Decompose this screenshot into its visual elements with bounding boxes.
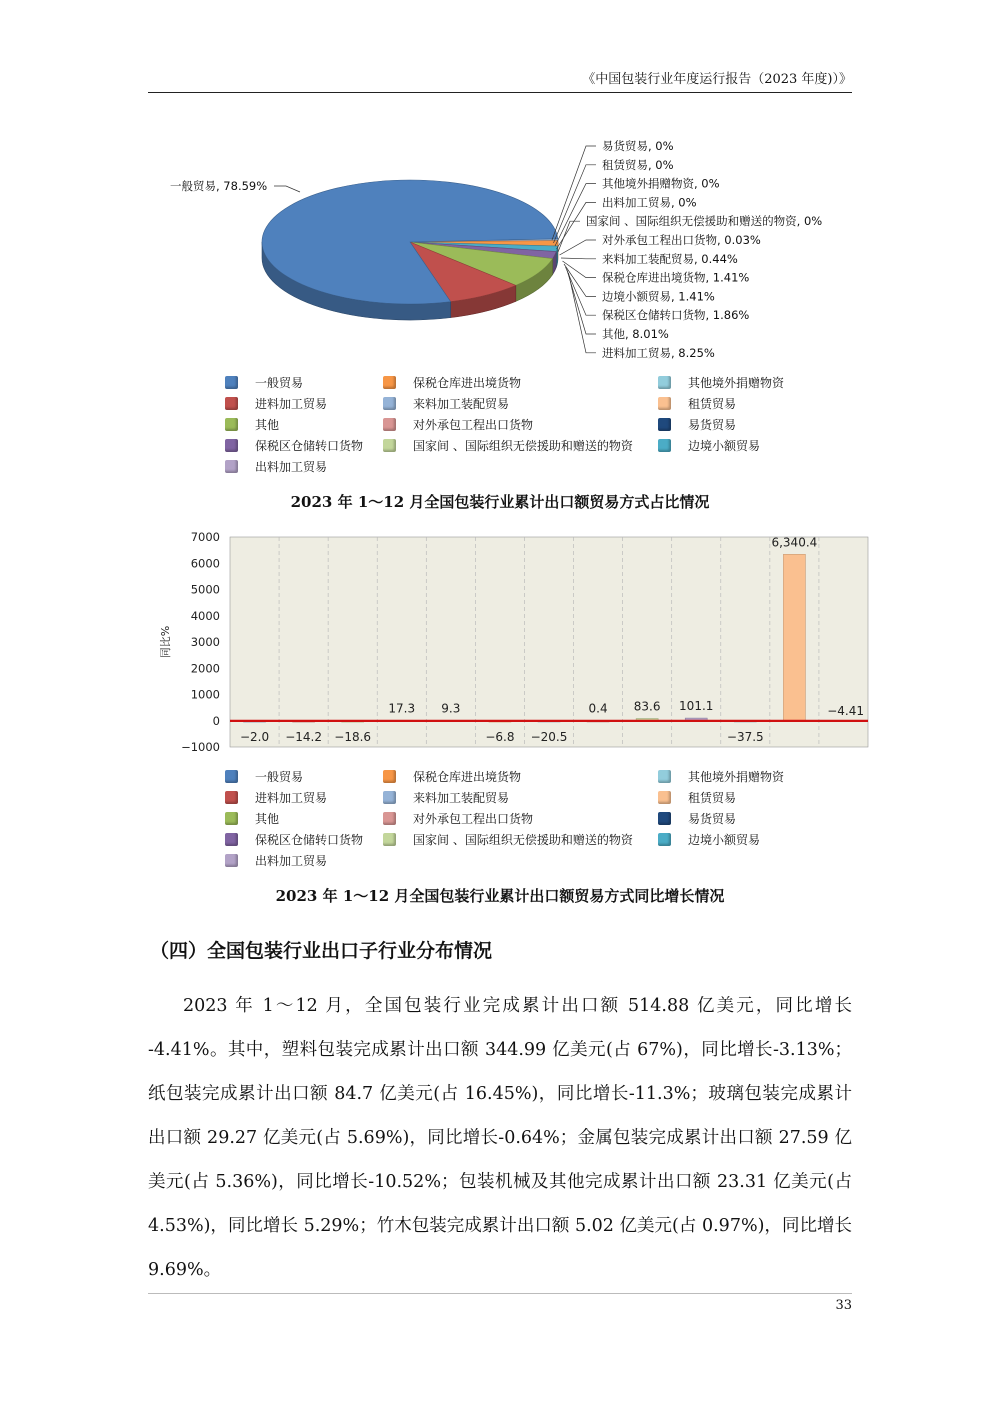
pie-chart [150,132,854,368]
bar-chart-title [148,885,852,906]
pie-slice-label: 边境小额贸易, 1.41% [602,289,715,304]
legend-label: 保税区仓储转口货物 [255,833,364,847]
bar-reference-label: −4.41 [827,703,864,718]
pie-slice-label: 保税区仓储转口货物, 1.86% [602,308,750,323]
legend-label: 进料加工贸易 [255,791,328,805]
legend-swatch [225,791,238,804]
legend-swatch [658,812,671,825]
bar-data-label: 6,340.4 [771,535,818,550]
legend-label: 其他 [255,812,280,826]
pie-slice-label: 国家间 、国际组织无偿援助和赠送的物资, 0% [586,214,823,229]
legend-swatch [658,397,671,410]
legend-label: 其他境外捐赠物资 [688,376,785,390]
page-number: 33 [835,1298,852,1313]
running-title: 《中国包装行业年度运行报告（2023 年度)）》 [582,72,852,87]
legend-swatch [383,418,396,431]
bar-y-tick-label: 0 [212,713,220,728]
legend-swatch [225,833,238,846]
legend-label: 出料加工贸易 [255,460,328,474]
legend-label: 对外承包工程出口货物 [413,418,534,432]
legend-swatch [225,397,238,410]
legend-swatch [383,833,396,846]
legend-label: 对外承包工程出口货物 [413,812,534,826]
pie-slice-label: 租赁贸易, 0% [602,157,674,172]
bar-data-label: −6.8 [485,729,515,744]
legend-label: 其他 [255,418,280,432]
bar-data-label: −2.0 [239,729,270,744]
legend-label: 来料加工装配贸易 [413,791,510,805]
legend-label: 租赁贸易 [688,397,737,411]
bar-chart-title-text: 2023 年 1～12 月全国包装行业累计出口额贸易方式同比增长情况 [275,887,725,905]
legend-swatch [383,397,396,410]
bar-data-label: −20.5 [530,729,568,744]
bar-legend [225,768,845,874]
pie-leader-line [558,221,580,252]
legend-label: 出料加工贸易 [255,854,328,868]
bar-y-tick-label: 4000 [190,608,220,623]
legend-label: 一般贸易 [255,770,304,784]
legend-swatch [225,460,238,473]
bar-data-label: 17.3 [388,701,416,716]
legend-label: 保税仓库进出境货物 [413,376,522,390]
bar-y-tick-label: 1000 [190,687,220,702]
bar-data-label: 9.3 [441,701,461,716]
bar-plot-area [230,537,868,747]
pie-leader-line [569,273,597,353]
pie-slice-label: 出料加工贸易, 0% [602,195,697,210]
legend-swatch [658,833,671,846]
legend-label: 易货贸易 [688,418,737,432]
legend-swatch [225,854,238,867]
legend-label: 租赁贸易 [688,791,737,805]
pie-leader-line [560,240,597,255]
legend-swatch [225,812,238,825]
bar-y-tick-label: 2000 [190,661,220,676]
legend-swatch [383,812,396,825]
bar [783,554,805,720]
legend-swatch [658,418,671,431]
bar-y-tick-label: −1000 [181,740,220,754]
pie-leader-line [274,186,300,192]
bar-y-tick-label: 6000 [190,556,220,571]
pie-leader-line [567,270,596,334]
pie-leader-line [564,264,596,296]
legend-swatch [658,376,671,389]
bar-y-tick-label: 5000 [190,582,220,597]
legend-swatch [225,376,238,389]
legend-swatch [225,418,238,431]
pie-chart-title-text: 2023 年 1～12 月全国包装行业累计出口额贸易方式占比情况 [290,493,710,511]
pie-slice-label: 一般贸易, 78.59% [170,179,268,193]
legend-swatch [225,439,238,452]
bar-data-label: 101.1 [679,699,714,714]
bar-data-label: 0.4 [588,701,608,716]
legend-swatch [383,770,396,783]
legend-label: 边境小额贸易 [688,439,761,453]
pie-chart-title [148,491,852,512]
pie-slice-label: 易货贸易, 0% [602,139,674,153]
bar-data-label: 83.6 [633,699,661,714]
legend-label: 国家间 、国际组织无偿援助和赠送的物资 [413,439,633,453]
pie-legend [225,374,845,480]
legend-label: 保税区仓储转口货物 [255,439,364,453]
legend-swatch [658,791,671,804]
bar-chart [150,527,874,761]
pie-slice-label: 来料加工装配贸易, 0.44% [602,251,738,266]
legend-swatch [383,791,396,804]
bar-data-label: −18.6 [334,729,372,744]
legend-label: 边境小额贸易 [688,833,761,847]
legend-label: 易货贸易 [688,812,737,826]
bar-data-label: −14.2 [285,729,323,744]
pie-slice-label: 其他, 8.01% [602,327,669,341]
pie-slice-label: 对外承包工程出口货物, 0.03% [602,233,761,247]
body-paragraph: 2023 年 1～12 月，全国包装行业完成累计出口额 514.88 亿美元，同比增长 -4.41%。其中，塑料包装完成累计出口额 344.99 亿美元(占 67%)，同比增长-3.13%；纸包装完成累计出口额 84.7 亿美元(占 16.45%)，同比增长-11.3%；玻璃包装完成累计出口额 29.27 亿美元(占 5.69%)，同比增长-0.64%；金属包装完成累计出口额 27.59 亿美元(占 5.36%)，同比增长-10.52%；包装机械及其他完成累计出口额 23.31 亿美元(占 4.53%)，同比增长 5.29%；竹木包装完成累计出口额 5.02 亿美元(占 0.97%)，同比增长 9.69%。 [148,996,852,1280]
legend-swatch [658,770,671,783]
legend-swatch [383,439,396,452]
section-heading: （四）全国包装行业出口子行业分布情况 [150,940,493,962]
pie-slice-label: 进料加工贸易, 8.25% [602,345,715,360]
legend-label: 国家间 、国际组织无偿援助和赠送的物资 [413,833,633,847]
pie-slice-label: 保税仓库进出境货物, 1.41% [602,270,750,285]
bar-y-tick-label: 7000 [190,530,220,544]
pie-slice-label: 其他境外捐赠物资, 0% [602,176,720,191]
pie-leader-line [561,258,596,259]
legend-label: 其他境外捐赠物资 [688,770,785,784]
footer-divider [148,1293,852,1294]
legend-label: 来料加工装配贸易 [413,397,510,411]
legend-label: 进料加工贸易 [255,397,328,411]
legend-swatch [225,770,238,783]
legend-swatch [658,439,671,452]
bar-data-label: −37.5 [726,729,764,744]
legend-label: 保税仓库进出境货物 [413,770,522,784]
running-header [148,70,852,93]
legend-label: 一般贸易 [255,376,304,390]
bar-y-tick-label: 3000 [190,635,220,649]
legend-swatch [383,376,396,389]
bar-y-axis-label: 同比% [159,625,172,659]
